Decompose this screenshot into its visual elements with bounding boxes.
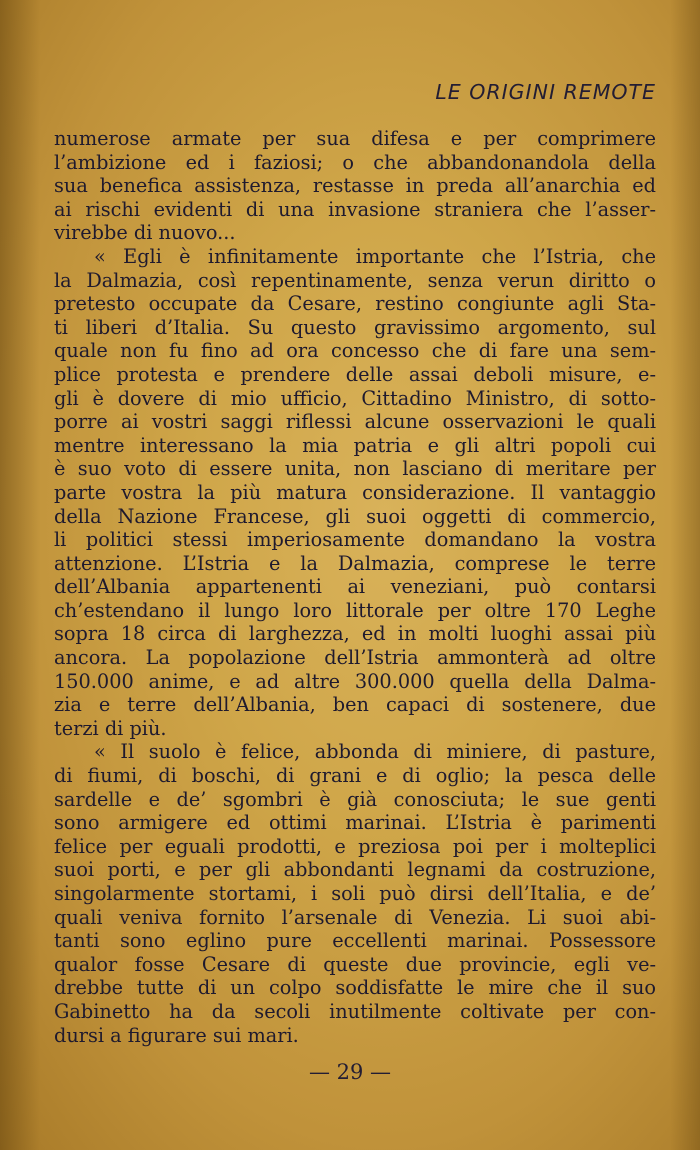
text-line: sono armigere ed ottimi marinai. L’Istria è parimenti [54, 811, 656, 835]
text-line: della Nazione Francese, gli suoi oggetti di commercio, [54, 504, 656, 528]
text-line: gli è dovere di mio ufficio, Cittadino Ministro, di sotto- [54, 386, 656, 410]
text-line: porre ai vostri saggi riflessi alcune osservazioni le quali [54, 410, 656, 434]
text-line: è suo voto di essere unita, non lasciano di meritare per [54, 457, 656, 481]
text-line: terzi di più. [54, 716, 167, 740]
text-line: attenzione. L’Istria e la Dalmazia, comprese le terre [54, 551, 656, 575]
text-line: dell’Albania appartenenti ai veneziani, può contarsi [54, 575, 656, 599]
text-line: Gabinetto ha da secoli inutilmente coltivate per con- [54, 999, 656, 1023]
text-line: « Egli è infinitamente importante che l’Istria, che [94, 244, 656, 268]
running-head: LE ORIGINI REMOTE [435, 80, 656, 104]
text-line: ch’estendano il lungo loro littorale per oltre 170 Leghe [54, 598, 656, 622]
text-line: sopra 18 circa di larghezza, ed in molti luoghi assai più [54, 622, 656, 646]
text-line: felice per eguali prodotti, e preziosa poi per i molteplici [54, 834, 656, 858]
text-line: suoi porti, e per gli abbondanti legnami da costruzione, [54, 858, 656, 882]
text-line: la Dalmazia, così repentinamente, senza verun diritto o [54, 268, 656, 292]
text-line: ancora. La popolazione dell’Istria ammonterà ad oltre [54, 646, 656, 670]
body-text [54, 127, 656, 1047]
page-edge-shadow-left [0, 0, 40, 1150]
text-line: ti liberi d’Italia. Su questo gravissimo argomento, sul [54, 315, 656, 339]
text-line: dursi a figurare sui mari. [54, 1023, 299, 1047]
text-line: qualor fosse Cesare di queste due provincie, egli ve- [54, 952, 656, 976]
text-line: plice protesta e prendere delle assai deboli misure, e- [54, 362, 656, 386]
text-line: li politici stessi imperiosamente domandano la vostra [54, 528, 656, 552]
text-line: l’ambizione ed i faziosi; o che abbandonandola della [54, 150, 656, 174]
text-line: di fiumi, di boschi, di grani e di oglio; la pesca delle [54, 764, 656, 788]
text-line: ai rischi evidenti di una invasione straniera che l’asser- [54, 197, 656, 221]
page-edge-shadow-right [670, 0, 700, 1150]
text-line: zia e terre dell’Albania, ben capaci di sostenere, due [54, 693, 656, 717]
text-line: sua benefica assistenza, restasse in preda all’anarchia ed [54, 174, 656, 198]
text-line: « Il suolo è felice, abbonda di miniere, di pasture, [94, 740, 656, 764]
text-line: sardelle e de’ sgombri è già conosciuta; le sue genti [54, 787, 656, 811]
page-number: — 29 — [308, 1060, 392, 1084]
text-line: numerose armate per sua difesa e per comprimere [54, 127, 656, 150]
text-line: singolarmente stortami, i soli può dirsi dell’Italia, e de’ [54, 882, 656, 905]
text-line: virebbe di nuovo... [54, 221, 236, 245]
text-line: drebbe tutte di un colpo soddisfatte le mire che il suo [54, 976, 656, 1000]
text-line: 150.000 anime, e ad altre 300.000 quella della Dalma- [54, 669, 656, 693]
text-line: parte vostra la più matura considerazione. Il vantaggio [54, 480, 656, 504]
text-line: mentre interessano la mia patria e gli altri popoli cui [54, 433, 656, 457]
text-line: quale non fu fino ad ora concesso che di fare una sem- [54, 339, 656, 363]
text-line: pretesto occupate da Cesare, restino congiunte agli Sta- [54, 292, 656, 316]
text-line: quali veniva fornito l’arsenale di Venezia. Li suoi abi- [54, 905, 656, 929]
text-line: tanti sono eglino pure eccellenti marinai. Possessore [54, 929, 656, 953]
